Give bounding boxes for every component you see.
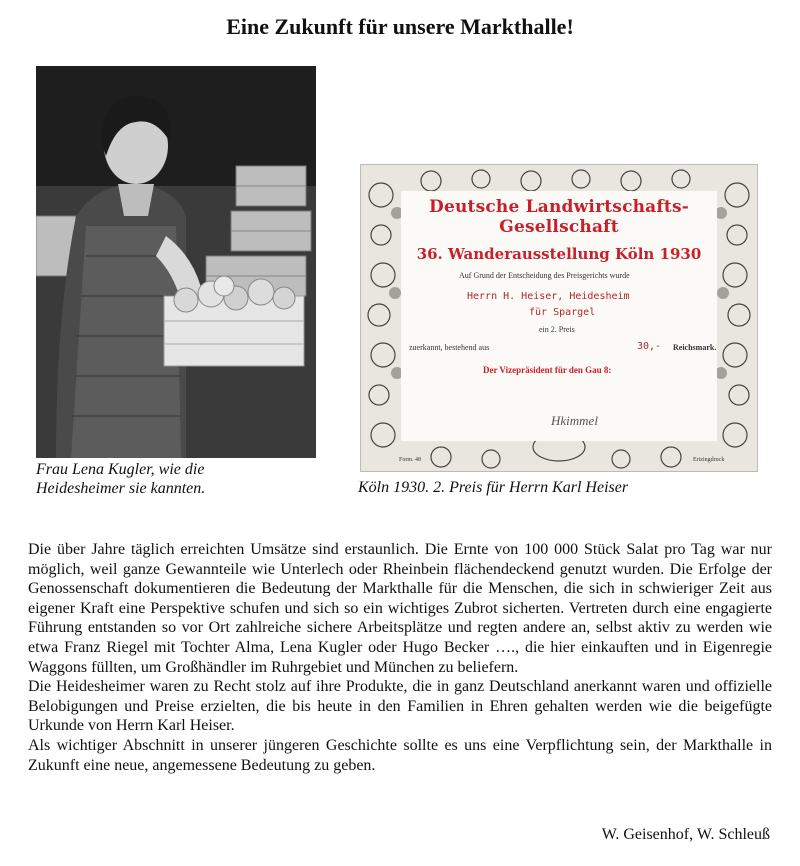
paragraph: Die über Jahre täglich erreichten Umsätze sind erstaunlich. Die Ernte von 100 000 Stück Salat pro Tag war nur möglich, weil ganze Gewannteile wie Unterlech oder Rheinbein flächendeckend genutzt wurden. Die Erfolge der Genossenschaft dokumentieren die Bedeutung der Markthalle für die Menschen, die sich in schwieriger Zeit aus eigener Kraft eine Perspektive schufen und sich so ein wichtiges Zubrot sicherten. Vertreten durch eine engagierte Führung entstanden so vor Ort zahlreiche sichere Arbeitsplätze und regten andere an, selbst aktiv zu werden wie etwa Franz Riegel mit Tochter Alma, Lena Kugler oder Hugo Becker …., die hier einkauften und in Eigenregie Waggons füllten, um Großhändler im Ruhrgebiet und München zu beliefern. [28,541,772,676]
authors: W. Geisenhof, W. Schleuß [601,826,770,843]
certificate-prize: ein 2. Preis [539,325,575,334]
certificate-exhibition: 36. Wanderausstellung Köln 1930 [416,245,702,263]
certificate-caption: Köln 1930. 2. Preis für Herrn Karl Heiser [358,479,629,496]
page-title: Eine Zukunft für unsere Markthalle! [226,14,574,39]
certificate-form-number: Form. 48 [399,457,422,463]
certificate-awarded-label: zuerkannt, bestehend aus [409,343,490,352]
photo-woman-with-produce-crate [36,66,316,458]
article-body [28,540,772,775]
photo-caption [36,460,326,498]
certificate-image [360,164,758,472]
certificate-vice-president: Der Vizepräsident für den Gau 8: [483,365,612,375]
certificate-amount: 30,- [637,341,662,352]
photo-caption-line: Frau Lena Kugler, wie die [36,461,205,478]
certificate-text-area [401,191,717,441]
paragraph: Die Heidesheimer waren zu Recht stolz auf ihre Produkte, die in ganz Deutschland anerkannt waren und offizielle Belobigungen und Preise erzielten, die bis heute in den Familien in Ehren gehalten werden wie die beigefügte Urkunde von Herrn Karl Heiser. [28,678,772,735]
photo-caption-line: Heidesheimer sie kannten. [36,480,206,497]
certificate-signature: Hkimmel [551,413,598,428]
certificate-society-name: Deutsche Landwirtschafts-Gesellschaft [429,197,689,237]
certificate-currency: Reichsmark. [673,343,717,352]
certificate-printer: Ertzingdruck [693,457,725,463]
certificate-product: für Spargel [529,307,596,318]
certificate-basis-line: Auf Grund der Entscheidung des Preisgerichts wurde [459,271,630,280]
certificate-recipient: Herrn H. Heiser, Heidesheim [467,291,630,302]
paragraph: Als wichtiger Abschnitt in unserer jüngeren Geschichte sollte es uns eine Verpflichtung sein, der Markthalle in Zukunft eine neue, angemessene Bedeutung zu geben. [28,736,772,774]
